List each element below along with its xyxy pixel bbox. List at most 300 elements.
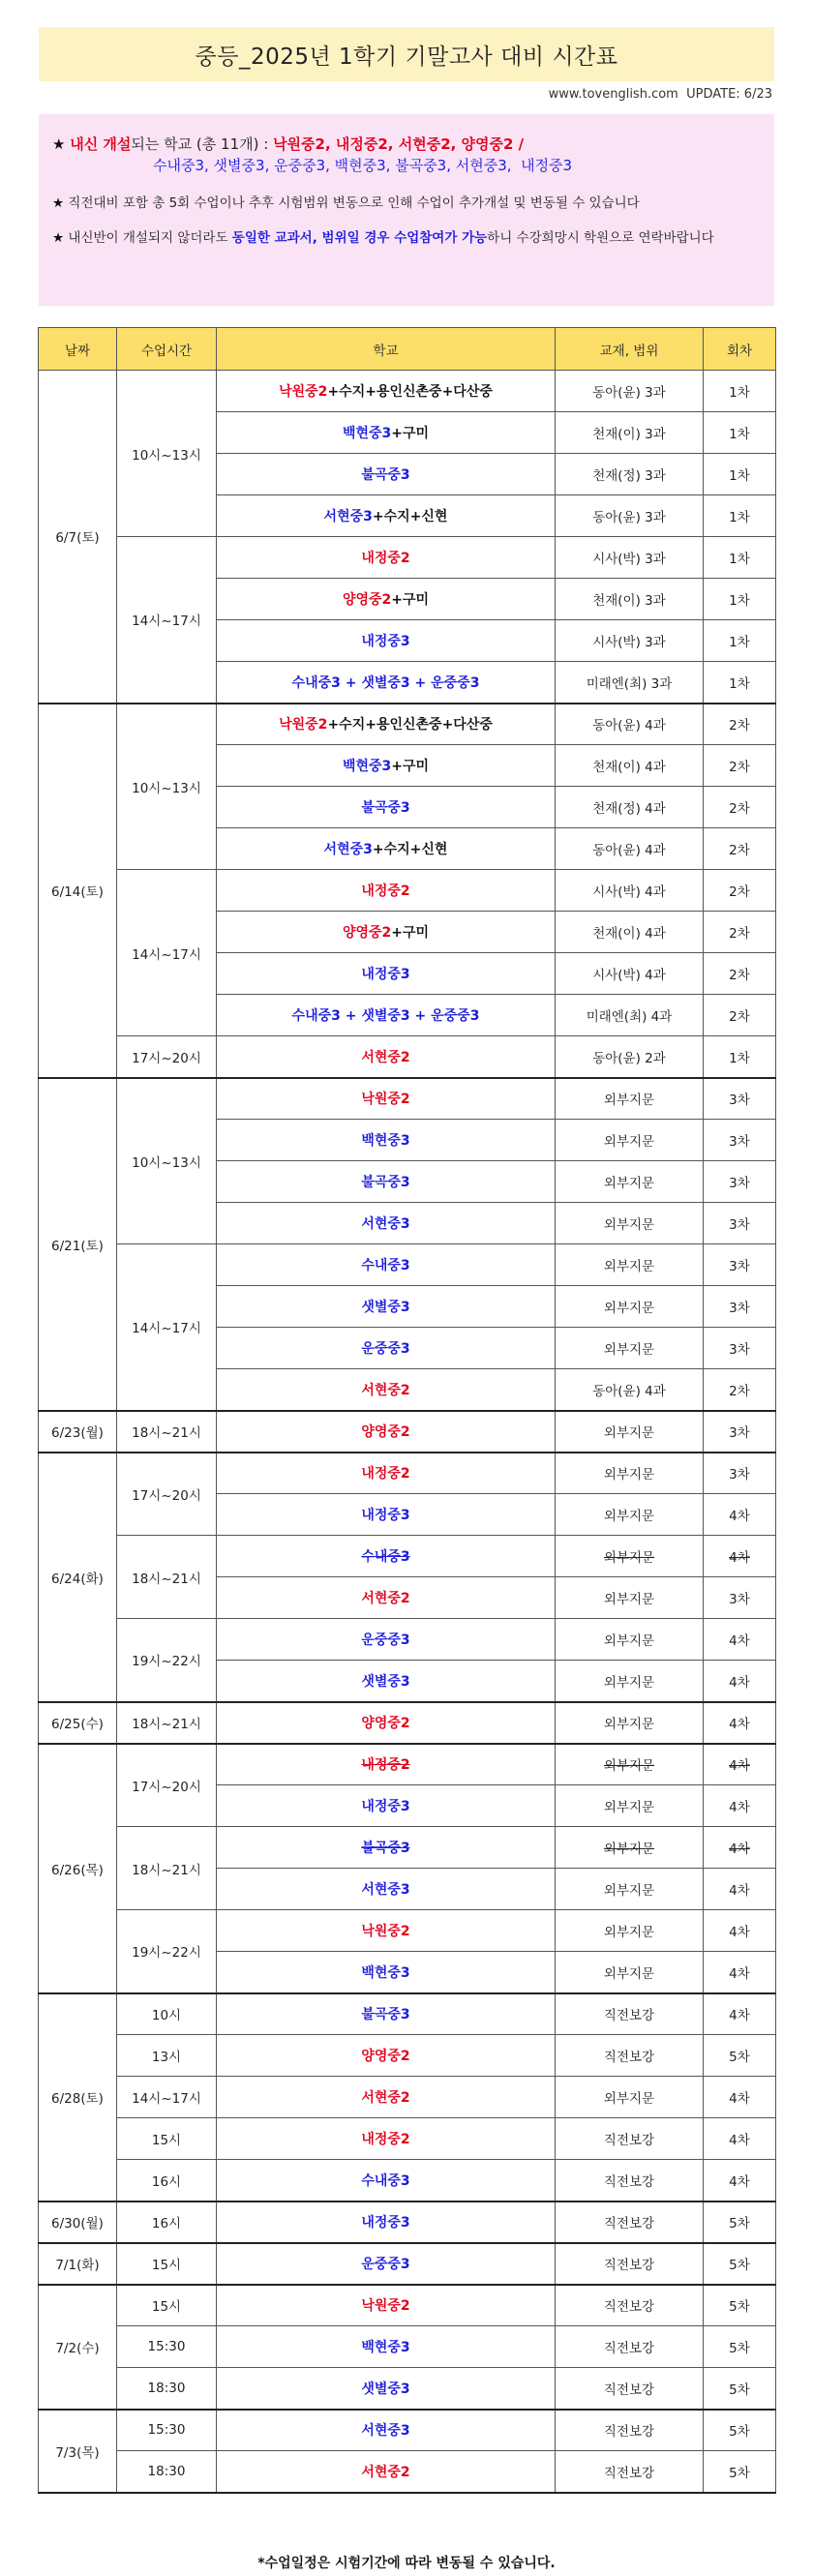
book-cell: 직전보강: [556, 2410, 704, 2451]
school-name: 샛별중3: [361, 1673, 410, 1690]
book-cell: 외부지문: [556, 1453, 704, 1494]
round-cell: 5차: [704, 2202, 776, 2243]
school-cell: [217, 2077, 556, 2118]
school-name: 백현중3: [361, 1964, 410, 1981]
round-cell: 2차: [704, 870, 776, 912]
school-cell: [217, 1494, 556, 1536]
time-cell: 18시~21시: [117, 1827, 217, 1910]
date-cell: 6/21(토): [39, 1078, 117, 1411]
date-cell: 7/3(목): [39, 2410, 117, 2493]
school-name: 수내중3: [361, 1549, 410, 1565]
school-name: 내정중3: [361, 2215, 410, 2231]
school-cell: [217, 1577, 556, 1619]
school-name: +구미: [391, 592, 430, 608]
table-row: [39, 2368, 776, 2410]
school-name: 불곡중3: [361, 1175, 410, 1190]
time-cell: 10시~13시: [117, 704, 217, 870]
round-cell: 2차: [704, 704, 776, 745]
school-name: 내정중2: [361, 2132, 410, 2147]
book-cell: 외부지문: [556, 1120, 704, 1161]
time-cell: 15시: [117, 2285, 217, 2326]
school-name: 수내중3 + 샛별중3 + 운중중3: [291, 674, 480, 691]
school-cell: [217, 1993, 556, 2035]
header-date: 날짜: [39, 328, 117, 371]
school-name: 운중중3: [361, 1632, 410, 1648]
table-row: [39, 1827, 776, 1869]
round-cell: 4차: [704, 2118, 776, 2160]
book-cell: 천재(이) 4과: [556, 912, 704, 953]
school-cell: [217, 1910, 556, 1952]
round-cell: 2차: [704, 1369, 776, 1411]
red-school-list: 낙원중2, 내정중2, 서현중2, 양영중2: [273, 135, 514, 153]
time-cell: 15:30: [117, 2326, 217, 2368]
table-row: [39, 2451, 776, 2493]
book-cell: 시사(박) 4과: [556, 953, 704, 995]
school-name: 낙원중2: [361, 1924, 410, 1939]
book-cell: 동아(윤) 4과: [556, 828, 704, 870]
school-name: 백현중3: [361, 1133, 410, 1149]
time-cell: 15시: [117, 2243, 217, 2285]
school-cell: [217, 2202, 556, 2243]
school-cell: [217, 537, 556, 579]
round-cell: 4차: [704, 1536, 776, 1577]
school-name: 운중중3: [361, 2257, 410, 2272]
notice-line3b: 동일한 교과서, 범위일 경우 수업참여가 가능: [231, 230, 488, 246]
table-row: [39, 2118, 776, 2160]
book-cell: 동아(윤) 2과: [556, 1036, 704, 1078]
date-cell: 7/1(화): [39, 2243, 117, 2285]
school-name: 불곡중3: [361, 467, 410, 483]
open-rest: 되는 학교 (총 11개) :: [131, 135, 274, 153]
school-name: 서현중2: [361, 1049, 410, 1065]
table-row: [39, 2326, 776, 2368]
time-cell: 10시~13시: [117, 1078, 217, 1244]
book-cell: 외부지문: [556, 1869, 704, 1910]
school-cell: [217, 371, 556, 412]
school-name: 양영중2: [361, 1424, 410, 1440]
date-cell: 6/30(월): [39, 2202, 117, 2243]
book-cell: 외부지문: [556, 1286, 704, 1328]
round-cell: 2차: [704, 995, 776, 1036]
school-cell: [217, 1286, 556, 1328]
table-row: [39, 371, 776, 412]
star-icon: ★: [52, 195, 65, 211]
round-cell: 3차: [704, 1161, 776, 1203]
schedule-table: [38, 327, 776, 2494]
school-cell: [217, 1161, 556, 1203]
book-cell: 외부지문: [556, 1203, 704, 1244]
round-cell: 2차: [704, 828, 776, 870]
date-cell: 7/2(수): [39, 2285, 117, 2410]
school-name: 수내중3: [361, 1258, 410, 1273]
school-cell: [217, 1244, 556, 1286]
round-cell: 4차: [704, 1661, 776, 1702]
table-row: [39, 1244, 776, 1286]
time-cell: 18시~21시: [117, 1536, 217, 1619]
book-cell: 직전보강: [556, 2118, 704, 2160]
round-cell: 1차: [704, 537, 776, 579]
round-cell: 3차: [704, 1244, 776, 1286]
round-cell: 5차: [704, 2243, 776, 2285]
school-cell: [217, 1744, 556, 1785]
round-cell: 1차: [704, 454, 776, 495]
school-name: 내정중3: [361, 967, 410, 982]
school-cell: [217, 828, 556, 870]
table-row: [39, 1453, 776, 1494]
time-cell: 16시: [117, 2160, 217, 2202]
school-cell: [217, 1869, 556, 1910]
school-name: 낙원중2: [279, 717, 328, 734]
time-cell: 14시~17시: [117, 537, 217, 704]
book-cell: 시사(박) 3과: [556, 620, 704, 662]
book-cell: 외부지문: [556, 1536, 704, 1577]
school-name: +수지+신현: [372, 842, 448, 857]
round-cell: 4차: [704, 1910, 776, 1952]
book-cell: 외부지문: [556, 1494, 704, 1536]
round-cell: 5차: [704, 2451, 776, 2493]
round-cell: 4차: [704, 1785, 776, 1827]
school-cell: [217, 662, 556, 704]
school-cell: [217, 1203, 556, 1244]
school-name: 서현중3: [323, 842, 373, 857]
table-row: [39, 2077, 776, 2118]
book-cell: 외부지문: [556, 1577, 704, 1619]
time-cell: 15시: [117, 2118, 217, 2160]
school-cell: [217, 2451, 556, 2493]
date-cell: 6/23(월): [39, 1411, 117, 1453]
book-cell: 외부지문: [556, 1161, 704, 1203]
page-title: [39, 27, 774, 81]
book-cell: 외부지문: [556, 1952, 704, 1993]
school-name: 운중중3: [361, 1341, 410, 1357]
school-cell: [217, 1453, 556, 1494]
school-name: 서현중2: [361, 2090, 410, 2106]
book-cell: 동아(윤) 4과: [556, 1369, 704, 1411]
header-round: 회차: [704, 328, 776, 371]
time-cell: 14시~17시: [117, 2077, 217, 2118]
round-cell: 3차: [704, 1078, 776, 1120]
time-cell: 19시~22시: [117, 1619, 217, 1702]
table-row: [39, 2202, 776, 2243]
round-cell: 3차: [704, 1453, 776, 1494]
school-name: 서현중2: [361, 1591, 410, 1606]
school-cell: [217, 2285, 556, 2326]
book-cell: 외부지문: [556, 1785, 704, 1827]
book-cell: 외부지문: [556, 2077, 704, 2118]
site-url: www.tovenglish.com: [548, 87, 678, 102]
time-cell: 15:30: [117, 2410, 217, 2451]
round-cell: 2차: [704, 787, 776, 828]
book-cell: 직전보강: [556, 2285, 704, 2326]
school-name: 수내중3: [361, 2172, 410, 2189]
round-cell: 2차: [704, 745, 776, 787]
school-name: 서현중3: [361, 1882, 410, 1898]
school-cell: [217, 1328, 556, 1369]
blue-school-last: 내정중3: [521, 157, 573, 174]
table-row: [39, 1993, 776, 2035]
round-cell: 3차: [704, 1286, 776, 1328]
book-cell: 직전보강: [556, 2160, 704, 2202]
school-cell: [217, 1785, 556, 1827]
school-name: 서현중3: [361, 2423, 410, 2440]
school-cell: [217, 2368, 556, 2410]
round-cell: 5차: [704, 2285, 776, 2326]
round-cell: 5차: [704, 2035, 776, 2077]
school-cell: [217, 1536, 556, 1577]
book-cell: 외부지문: [556, 1328, 704, 1369]
book-cell: 동아(윤) 4과: [556, 704, 704, 745]
header-school: 학교: [217, 328, 556, 371]
time-cell: 17시~20시: [117, 1453, 217, 1536]
round-cell: 4차: [704, 2160, 776, 2202]
update-date: UPDATE: 6/23: [686, 87, 772, 102]
notice-join: [52, 228, 761, 248]
header-time: 수업시간: [117, 328, 217, 371]
table-row: [39, 1702, 776, 1744]
round-cell: 3차: [704, 1577, 776, 1619]
header-book: 교재, 범위: [556, 328, 704, 371]
school-cell: [217, 412, 556, 454]
school-cell: [217, 704, 556, 745]
school-name: 양영중2: [361, 1716, 410, 1731]
round-cell: 3차: [704, 1328, 776, 1369]
notice-schedule-change: [52, 194, 761, 213]
school-name: 내정중2: [361, 1466, 410, 1483]
table-row: [39, 1619, 776, 1661]
school-name: 수내중3 + 샛별중3 + 운중중3: [291, 1008, 480, 1024]
time-cell: 18시~21시: [117, 1702, 217, 1744]
school-name: 내정중3: [361, 1799, 410, 1814]
school-cell: [217, 2118, 556, 2160]
book-cell: 직전보강: [556, 2035, 704, 2077]
round-cell: 4차: [704, 1993, 776, 2035]
book-cell: 직전보강: [556, 2243, 704, 2285]
date-cell: 6/26(목): [39, 1744, 117, 1993]
school-cell: [217, 1036, 556, 1078]
round-cell: 4차: [704, 1702, 776, 1744]
school-name: 서현중3: [361, 1216, 410, 1232]
table-row: [39, 2243, 776, 2285]
school-name: 내정중2: [361, 551, 410, 566]
school-cell: [217, 2410, 556, 2451]
school-cell: [217, 579, 556, 620]
round-cell: 1차: [704, 412, 776, 454]
table-row: [39, 1411, 776, 1453]
school-cell: [217, 787, 556, 828]
site-update-line: [39, 87, 772, 102]
table-row: [39, 870, 776, 912]
book-cell: 외부지문: [556, 1411, 704, 1453]
schedule-body: [39, 371, 776, 2493]
book-cell: 동아(윤) 3과: [556, 495, 704, 537]
school-name: 양영중2: [342, 592, 392, 608]
school-name: 백현중3: [342, 426, 392, 441]
open-label: 내신 개설: [70, 135, 132, 153]
school-cell: [217, 745, 556, 787]
school-name: +구미: [391, 759, 430, 774]
school-name: 내정중2: [361, 884, 410, 899]
time-cell: 18:30: [117, 2368, 217, 2410]
school-cell: [217, 2160, 556, 2202]
table-row: [39, 2285, 776, 2326]
notice-line3a: 내신반이 개설되지 않더라도: [68, 230, 232, 246]
book-cell: 천재(이) 3과: [556, 412, 704, 454]
book-cell: 직전보강: [556, 2451, 704, 2493]
school-cell: [217, 953, 556, 995]
table-row: [39, 1536, 776, 1577]
round-cell: 3차: [704, 1411, 776, 1453]
school-name: 낙원중2: [361, 2298, 410, 2315]
school-name: 서현중3: [323, 509, 373, 524]
book-cell: 외부지문: [556, 1078, 704, 1120]
table-row: [39, 1744, 776, 1785]
school-cell: [217, 912, 556, 953]
table-row: [39, 2035, 776, 2077]
book-cell: 외부지문: [556, 1702, 704, 1744]
table-row: [39, 704, 776, 745]
school-cell: [217, 2326, 556, 2368]
slash: /: [513, 135, 525, 153]
school-name: 서현중2: [361, 1382, 410, 1398]
school-cell: [217, 2243, 556, 2285]
book-cell: 시사(박) 3과: [556, 537, 704, 579]
book-cell: 천재(이) 4과: [556, 745, 704, 787]
table-row: [39, 1078, 776, 1120]
round-cell: 4차: [704, 1952, 776, 1993]
school-name: 낙원중2: [279, 384, 328, 400]
star-icon: ★: [52, 230, 65, 246]
round-cell: 1차: [704, 662, 776, 704]
round-cell: 4차: [704, 1827, 776, 1869]
school-cell: [217, 1619, 556, 1661]
school-cell: [217, 995, 556, 1036]
date-cell: 6/14(토): [39, 704, 117, 1078]
school-name: 샛별중3: [361, 1300, 410, 1315]
round-cell: 2차: [704, 912, 776, 953]
school-name: +구미: [391, 925, 430, 941]
school-cell: [217, 870, 556, 912]
school-name: 불곡중3: [361, 800, 410, 816]
round-cell: 4차: [704, 1494, 776, 1536]
school-name: 불곡중3: [361, 2007, 410, 2023]
date-cell: 6/25(수): [39, 1702, 117, 1744]
school-cell: [217, 1702, 556, 1744]
notice-open-schools: [52, 134, 761, 176]
school-name: 샛별중3: [361, 2381, 410, 2397]
school-name: +구미: [391, 426, 430, 441]
school-cell: [217, 1078, 556, 1120]
table-row: [39, 1036, 776, 1078]
time-cell: 13시: [117, 2035, 217, 2077]
book-cell: 외부지문: [556, 1244, 704, 1286]
time-cell: 14시~17시: [117, 1244, 217, 1411]
round-cell: 1차: [704, 1036, 776, 1078]
school-name: 백현중3: [361, 2340, 410, 2355]
school-name: 내정중3: [361, 1508, 410, 1523]
title-text: 중등_2025년 1학기 기말고사 대비 시간표: [195, 44, 618, 70]
table-row: [39, 2160, 776, 2202]
school-cell: [217, 1952, 556, 1993]
school-cell: [217, 1661, 556, 1702]
time-cell: 10시~13시: [117, 371, 217, 537]
school-cell: [217, 2035, 556, 2077]
school-name: 백현중3: [342, 759, 392, 774]
school-cell: [217, 1411, 556, 1453]
school-name: 양영중2: [361, 2049, 410, 2064]
school-cell: [217, 620, 556, 662]
round-cell: 4차: [704, 1869, 776, 1910]
book-cell: 직전보강: [556, 2368, 704, 2410]
school-name: 양영중2: [342, 925, 392, 941]
school-name: 낙원중2: [361, 1092, 410, 1108]
table-header-row: [39, 328, 776, 371]
round-cell: 4차: [704, 2077, 776, 2118]
time-cell: 14시~17시: [117, 870, 217, 1036]
round-cell: 4차: [704, 1619, 776, 1661]
school-cell: [217, 454, 556, 495]
time-cell: 17시~20시: [117, 1036, 217, 1078]
notice-line2: 직전대비 포함 총 5회 수업이나 추후 시험범위 변동으로 인해 수업이 추가개설 및 변동될 수 있습니다: [68, 195, 640, 211]
book-cell: 천재(이) 3과: [556, 579, 704, 620]
book-cell: 외부지문: [556, 1910, 704, 1952]
time-cell: 18:30: [117, 2451, 217, 2493]
school-name: +수지+신현: [372, 509, 448, 524]
time-cell: 10시: [117, 1993, 217, 2035]
book-cell: 동아(윤) 3과: [556, 371, 704, 412]
book-cell: 외부지문: [556, 1619, 704, 1661]
book-cell: 미래엔(최) 3과: [556, 662, 704, 704]
book-cell: 직전보강: [556, 1993, 704, 2035]
blue-school-list: 수내중3, 샛별중3, 운중중3, 백현중3, 불곡중3, 서현중3,: [153, 157, 512, 174]
round-cell: 1차: [704, 495, 776, 537]
round-cell: 1차: [704, 579, 776, 620]
book-cell: 천재(정) 3과: [556, 454, 704, 495]
school-name: 내정중3: [361, 634, 410, 649]
table-row: [39, 2410, 776, 2451]
table-row: [39, 537, 776, 579]
school-name: +수지+용인신촌중+다산중: [327, 384, 493, 400]
time-cell: 17시~20시: [117, 1744, 217, 1827]
table-row: [39, 1910, 776, 1952]
school-cell: [217, 1120, 556, 1161]
book-cell: 미래엔(최) 4과: [556, 995, 704, 1036]
school-name: 내정중2: [361, 1757, 410, 1774]
book-cell: 직전보강: [556, 2202, 704, 2243]
book-cell: 천재(정) 4과: [556, 787, 704, 828]
round-cell: 5차: [704, 2368, 776, 2410]
school-cell: [217, 1369, 556, 1411]
book-cell: 외부지문: [556, 1744, 704, 1785]
notice-box: [39, 114, 774, 306]
date-cell: 6/7(토): [39, 371, 117, 704]
book-cell: 외부지문: [556, 1661, 704, 1702]
round-cell: 3차: [704, 1120, 776, 1161]
star-icon: ★: [52, 135, 66, 153]
book-cell: 외부지문: [556, 1827, 704, 1869]
school-cell: [217, 495, 556, 537]
time-cell: 18시~21시: [117, 1411, 217, 1453]
school-name: 서현중2: [361, 2464, 410, 2480]
book-cell: 시사(박) 4과: [556, 870, 704, 912]
school-name: 불곡중3: [361, 1841, 410, 1856]
school-cell: [217, 1827, 556, 1869]
round-cell: 1차: [704, 620, 776, 662]
round-cell: 1차: [704, 371, 776, 412]
round-cell: 4차: [704, 1744, 776, 1785]
round-cell: 2차: [704, 953, 776, 995]
date-cell: 6/24(화): [39, 1453, 117, 1702]
footer-note: *수업일정은 시험기간에 따라 변동될 수 있습니다.: [257, 2556, 556, 2571]
